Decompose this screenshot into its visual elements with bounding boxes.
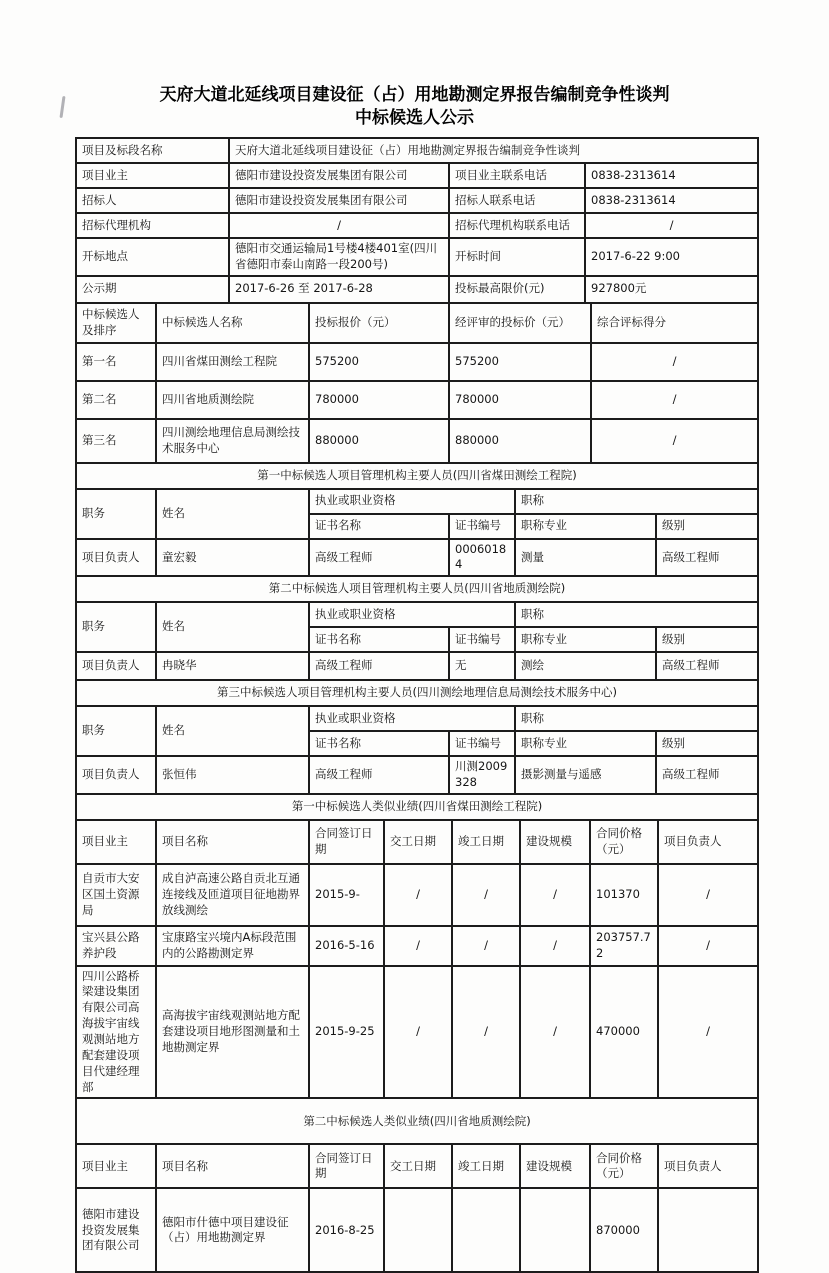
opening-time-label: 开标时间 bbox=[449, 238, 585, 276]
table-row bbox=[76, 652, 758, 680]
price-cell: 203757.72 bbox=[590, 926, 658, 966]
personnel-table-1 bbox=[75, 462, 759, 578]
personnel-header-row bbox=[76, 602, 758, 627]
title-group-header: 职称 bbox=[515, 602, 758, 627]
performance-header-row bbox=[76, 820, 758, 864]
owner-header: 项目业主 bbox=[76, 1144, 156, 1188]
personnel-header-row bbox=[76, 706, 758, 731]
tenderer-phone-label: 招标人联系电话 bbox=[449, 188, 585, 213]
table-row bbox=[76, 343, 758, 381]
handover-date-header: 交工日期 bbox=[384, 820, 452, 864]
project-name-label: 项目及标段名称 bbox=[76, 138, 229, 163]
rank-cell: 第三名 bbox=[76, 419, 156, 463]
tenderer-phone-value: 0838-2313614 bbox=[585, 188, 758, 213]
sign-date-cell: 2015-9-25 bbox=[309, 966, 384, 1099]
cert-name-cell: 高级工程师 bbox=[309, 652, 449, 680]
qualification-header: 执业或职业资格 bbox=[309, 706, 515, 731]
table-row bbox=[76, 926, 758, 966]
section-header-row bbox=[76, 794, 758, 820]
project-cell: 高海拔宇宙线观测站地方配套建设项目地形图测量和土地勘测定界 bbox=[156, 966, 309, 1099]
handover-date-cell: / bbox=[384, 864, 452, 926]
title-major-cell: 摄影测量与遥感 bbox=[515, 756, 656, 794]
completion-date-cell: / bbox=[452, 926, 520, 966]
personnel-header-row bbox=[76, 489, 758, 514]
cert-name-header: 证书名称 bbox=[309, 731, 449, 756]
cert-no-header: 证书编号 bbox=[449, 514, 515, 539]
table-row bbox=[76, 864, 758, 926]
personnel-table-2 bbox=[75, 575, 759, 681]
person-name-cell: 童宏毅 bbox=[156, 539, 309, 577]
evaluated-bid-cell: 780000 bbox=[449, 381, 591, 419]
document-title bbox=[40, 84, 789, 130]
person-name-cell: 冉晓华 bbox=[156, 652, 309, 680]
title-major-header: 职称专业 bbox=[515, 514, 656, 539]
section-title: 第二中标候选人类似业绩(四川省地质测绘院) bbox=[76, 1098, 758, 1144]
position-cell: 项目负责人 bbox=[76, 652, 156, 680]
table-row bbox=[76, 419, 758, 463]
manager-header: 项目负责人 bbox=[658, 820, 758, 864]
cert-no-cell: 无 bbox=[449, 652, 515, 680]
bid-cell: 780000 bbox=[309, 381, 449, 419]
scale-cell: / bbox=[520, 966, 590, 1099]
cert-name-cell: 高级工程师 bbox=[309, 756, 449, 794]
title-major-cell: 测量 bbox=[515, 539, 656, 577]
table-row bbox=[76, 238, 758, 276]
document-title-line1: 天府大道北延线项目建设征（占）用地勘测定界报告编制竞争性谈判 bbox=[159, 85, 670, 105]
sign-date-header: 合同签订日期 bbox=[309, 820, 384, 864]
title-level-cell: 高级工程师 bbox=[656, 539, 758, 577]
owner-cell: 自贡市大安区国土资源局 bbox=[76, 864, 156, 926]
title-level-cell: 高级工程师 bbox=[656, 652, 758, 680]
sign-date-header: 合同签订日期 bbox=[309, 1144, 384, 1188]
table-row bbox=[76, 188, 758, 213]
bid-header: 投标报价（元） bbox=[309, 303, 449, 343]
project-cell: 成自泸高速公路自贡北互通连接线及匝道项目征地勘界放线测绘 bbox=[156, 864, 309, 926]
name-header: 姓名 bbox=[156, 489, 309, 539]
position-header: 职务 bbox=[76, 489, 156, 539]
cert-no-header: 证书编号 bbox=[449, 731, 515, 756]
owner-cell: 宝兴县公路养护段 bbox=[76, 926, 156, 966]
evaluated-bid-cell: 575200 bbox=[449, 343, 591, 381]
scale-cell: / bbox=[520, 926, 590, 966]
section-title: 第二中标候选人项目管理机构主要人员(四川省地质测绘院) bbox=[76, 576, 758, 602]
score-cell: / bbox=[591, 343, 758, 381]
handover-date-cell bbox=[384, 1188, 452, 1272]
table-row bbox=[76, 163, 758, 188]
name-header: 姓名 bbox=[156, 602, 309, 652]
table-row bbox=[76, 381, 758, 419]
completion-date-cell: / bbox=[452, 966, 520, 1099]
name-header: 姓名 bbox=[156, 706, 309, 756]
title-major-header: 职称专业 bbox=[515, 627, 656, 652]
candidates-table bbox=[75, 302, 759, 464]
sign-date-cell: 2015-9- bbox=[309, 864, 384, 926]
opening-place-label: 开标地点 bbox=[76, 238, 229, 276]
section-title: 第一中标候选人类似业绩(四川省煤田测绘工程院) bbox=[76, 794, 758, 820]
cert-name-header: 证书名称 bbox=[309, 627, 449, 652]
score-cell: / bbox=[591, 381, 758, 419]
publicity-period-value: 2017-6-26 至 2017-6-28 bbox=[229, 276, 449, 303]
price-header: 合同价格（元） bbox=[590, 1144, 658, 1188]
owner-value: 德阳市建设投资发展集团有限公司 bbox=[229, 163, 449, 188]
qualification-header: 执业或职业资格 bbox=[309, 489, 515, 514]
rank-cell: 第一名 bbox=[76, 343, 156, 381]
agency-phone-value: / bbox=[585, 213, 758, 238]
completion-date-header: 竣工日期 bbox=[452, 1144, 520, 1188]
table-row bbox=[76, 213, 758, 238]
person-name-cell: 张恒伟 bbox=[156, 756, 309, 794]
price-cell: 470000 bbox=[590, 966, 658, 1099]
manager-cell: / bbox=[658, 864, 758, 926]
title-major-header: 职称专业 bbox=[515, 731, 656, 756]
personnel-table-3 bbox=[75, 679, 759, 795]
table-row bbox=[76, 756, 758, 794]
table-row bbox=[76, 966, 758, 1099]
position-header: 职务 bbox=[76, 602, 156, 652]
table-row bbox=[76, 276, 758, 303]
score-cell: / bbox=[591, 419, 758, 463]
score-header: 综合评标得分 bbox=[591, 303, 758, 343]
section-header-row bbox=[76, 1098, 758, 1144]
qualification-header: 执业或职业资格 bbox=[309, 602, 515, 627]
title-major-cell: 测绘 bbox=[515, 652, 656, 680]
handover-date-header: 交工日期 bbox=[384, 1144, 452, 1188]
agency-label: 招标代理机构 bbox=[76, 213, 229, 238]
section-header-row bbox=[76, 463, 758, 489]
candidate-name-cell: 四川测绘地理信息局测绘技术服务中心 bbox=[156, 419, 309, 463]
owner-header: 项目业主 bbox=[76, 820, 156, 864]
owner-cell: 四川公路桥梁建设集团有限公司高海拔宇宙线观测站地方配套建设项目代建经理部 bbox=[76, 966, 156, 1099]
completion-date-header: 竣工日期 bbox=[452, 820, 520, 864]
announcement-tables bbox=[75, 137, 757, 1273]
completion-date-cell bbox=[452, 1188, 520, 1272]
agency-value: / bbox=[229, 213, 449, 238]
position-header: 职务 bbox=[76, 706, 156, 756]
project-header: 项目名称 bbox=[156, 820, 309, 864]
candidate-name-cell: 四川省煤田测绘工程院 bbox=[156, 343, 309, 381]
title-level-header: 级别 bbox=[656, 627, 758, 652]
scale-cell bbox=[520, 1188, 590, 1272]
project-name-value: 天府大道北延线项目建设征（占）用地勘测定界报告编制竞争性谈判 bbox=[229, 138, 758, 163]
cert-no-cell: 00060184 bbox=[449, 539, 515, 577]
max-price-value: 927800元 bbox=[585, 276, 758, 303]
manager-header: 项目负责人 bbox=[658, 1144, 758, 1188]
manager-cell bbox=[658, 1188, 758, 1272]
handover-date-cell: / bbox=[384, 926, 452, 966]
sign-date-cell: 2016-8-25 bbox=[309, 1188, 384, 1272]
cert-no-cell: 川测2009328 bbox=[449, 756, 515, 794]
document-title-line2: 中标候选人公示 bbox=[355, 108, 474, 128]
price-cell: 870000 bbox=[590, 1188, 658, 1272]
owner-phone-label: 项目业主联系电话 bbox=[449, 163, 585, 188]
performance-table-2 bbox=[75, 1097, 759, 1273]
rank-header: 中标候选人及排序 bbox=[76, 303, 156, 343]
table-row bbox=[76, 138, 758, 163]
project-header: 项目名称 bbox=[156, 1144, 309, 1188]
project-cell: 德阳市什德中项目建设征（占）用地勘测定界 bbox=[156, 1188, 309, 1272]
opening-time-value: 2017-6-22 9:00 bbox=[585, 238, 758, 276]
title-level-cell: 高级工程师 bbox=[656, 756, 758, 794]
cert-name-header: 证书名称 bbox=[309, 514, 449, 539]
completion-date-cell: / bbox=[452, 864, 520, 926]
section-header-row bbox=[76, 576, 758, 602]
performance-header-row bbox=[76, 1144, 758, 1188]
bid-cell: 575200 bbox=[309, 343, 449, 381]
owner-cell: 德阳市建设投资发展集团有限公司 bbox=[76, 1188, 156, 1272]
section-header-row bbox=[76, 680, 758, 706]
manager-cell: / bbox=[658, 966, 758, 1099]
position-cell: 项目负责人 bbox=[76, 756, 156, 794]
bid-cell: 880000 bbox=[309, 419, 449, 463]
handover-date-cell: / bbox=[384, 966, 452, 1099]
price-cell: 101370 bbox=[590, 864, 658, 926]
candidate-name-header: 中标候选人名称 bbox=[156, 303, 309, 343]
scale-cell: / bbox=[520, 864, 590, 926]
cert-name-cell: 高级工程师 bbox=[309, 539, 449, 577]
evaluated-bid-cell: 880000 bbox=[449, 419, 591, 463]
title-group-header: 职称 bbox=[515, 706, 758, 731]
title-level-header: 级别 bbox=[656, 514, 758, 539]
scale-header: 建设规模 bbox=[520, 1144, 590, 1188]
owner-phone-value: 0838-2313614 bbox=[585, 163, 758, 188]
tenderer-value: 德阳市建设投资发展集团有限公司 bbox=[229, 188, 449, 213]
candidates-header-row bbox=[76, 303, 758, 343]
rank-cell: 第二名 bbox=[76, 381, 156, 419]
publicity-period-label: 公示期 bbox=[76, 276, 229, 303]
price-header: 合同价格（元） bbox=[590, 820, 658, 864]
title-level-header: 级别 bbox=[656, 731, 758, 756]
manager-cell: / bbox=[658, 926, 758, 966]
performance-table-1 bbox=[75, 793, 759, 1100]
scale-header: 建设规模 bbox=[520, 820, 590, 864]
section-title: 第一中标候选人项目管理机构主要人员(四川省煤田测绘工程院) bbox=[76, 463, 758, 489]
position-cell: 项目负责人 bbox=[76, 539, 156, 577]
title-group-header: 职称 bbox=[515, 489, 758, 514]
owner-label: 项目业主 bbox=[76, 163, 229, 188]
tenderer-label: 招标人 bbox=[76, 188, 229, 213]
project-cell: 宝康路宝兴境内A标段范围内的公路勘测定界 bbox=[156, 926, 309, 966]
evaluated-bid-header: 经评审的投标价（元） bbox=[449, 303, 591, 343]
table-row bbox=[76, 1188, 758, 1272]
opening-place-value: 德阳市交通运输局1号楼4楼401室(四川省德阳市泰山南路一段200号) bbox=[229, 238, 449, 276]
agency-phone-label: 招标代理机构联系电话 bbox=[449, 213, 585, 238]
section-title: 第三中标候选人项目管理机构主要人员(四川测绘地理信息局测绘技术服务中心) bbox=[76, 680, 758, 706]
project-info-table bbox=[75, 137, 759, 304]
cert-no-header: 证书编号 bbox=[449, 627, 515, 652]
max-price-label: 投标最高限价(元) bbox=[449, 276, 585, 303]
table-row bbox=[76, 539, 758, 577]
sign-date-cell: 2016-5-16 bbox=[309, 926, 384, 966]
candidate-name-cell: 四川省地质测绘院 bbox=[156, 381, 309, 419]
